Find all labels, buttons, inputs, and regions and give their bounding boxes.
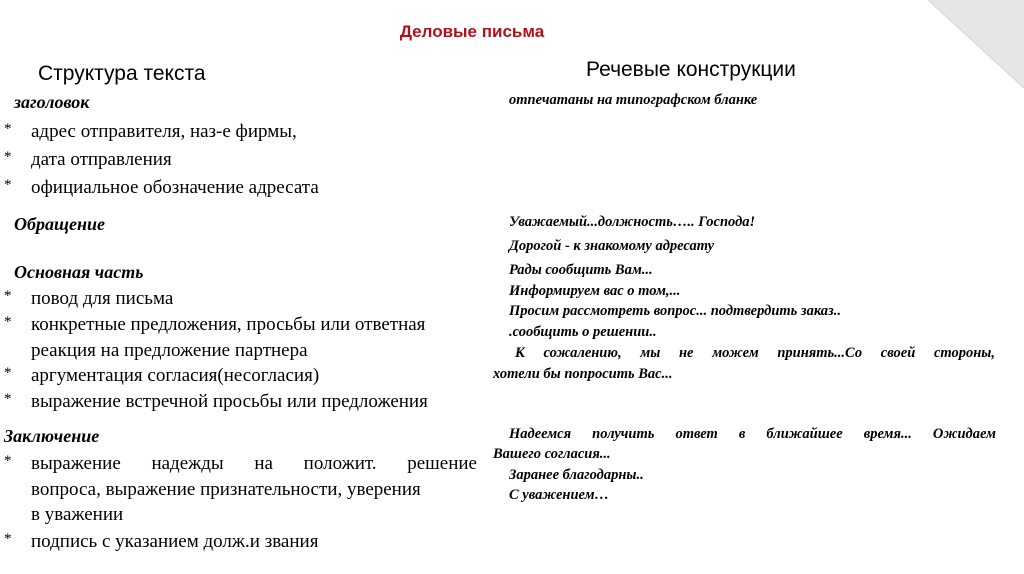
bullet-icon: * <box>4 531 12 547</box>
phrase: хотели бы попросить Вас... <box>493 366 673 382</box>
bullet-icon: * <box>4 391 12 407</box>
list-item: выражение встречной просьбы или предложения <box>31 391 428 412</box>
phrase: Заранее благодарны.. <box>509 467 644 483</box>
list-item-continuation: реакция на предложение партнера <box>31 340 308 361</box>
phrase: С уважением… <box>509 487 610 503</box>
phrase: Уважаемый...должность….. Господа! <box>509 214 756 230</box>
phrase: Вашего согласия... <box>493 446 611 462</box>
phrase: Информируем вас о том,... <box>509 283 681 299</box>
left-column-heading: Структура текста <box>38 62 206 85</box>
section-label-header: заголовок <box>14 92 90 112</box>
list-item-continuation: в уважении <box>31 504 124 525</box>
list-item: конкретные предложения, просьбы или ответная <box>31 314 426 335</box>
bullet-icon: * <box>4 453 12 469</box>
list-item: дата отправления <box>31 149 172 170</box>
bullet-icon: * <box>4 149 12 165</box>
list-item: аргументация согласия(несогласия) <box>31 365 320 386</box>
corner-decoration <box>928 0 1024 88</box>
bullet-icon: * <box>4 121 12 137</box>
phrase: Надеемся получить ответ в ближайшее время... Ожидаем <box>509 426 996 442</box>
section-label-main: Основная часть <box>14 262 144 282</box>
page-title: Деловые письма <box>399 22 545 41</box>
section-label-greeting: Обращение <box>14 214 105 234</box>
phrase: отпечатаны на типографском бланке <box>509 92 758 108</box>
bullet-icon: * <box>4 365 12 381</box>
phrase: Рады сообщить Вам... <box>509 262 653 278</box>
list-item: подпись с указанием долж.и звания <box>31 531 319 552</box>
right-column-heading: Речевые конструкции <box>586 58 796 81</box>
list-item: выражение надежды на положит. решение <box>31 453 477 474</box>
phrase: Дорогой - к знакомому адресату <box>509 238 715 254</box>
phrase: К сожалению, мы не можем принять...Со своей стороны, <box>515 345 995 361</box>
list-item-continuation: вопроса, выражение признательности, уверения <box>31 479 421 500</box>
bullet-icon: * <box>4 177 12 193</box>
phrase: .сообщить о решении.. <box>509 324 657 340</box>
list-item: повод для письма <box>31 288 174 309</box>
list-item: официальное обозначение адресата <box>31 177 319 198</box>
phrase: Просим рассмотреть вопрос... подтвердить заказ.. <box>509 303 841 319</box>
list-item: адрес отправителя, наз-е фирмы, <box>31 121 297 142</box>
bullet-icon: * <box>4 288 12 304</box>
section-label-conclusion: Заключение <box>4 426 100 446</box>
bullet-icon: * <box>4 314 12 330</box>
